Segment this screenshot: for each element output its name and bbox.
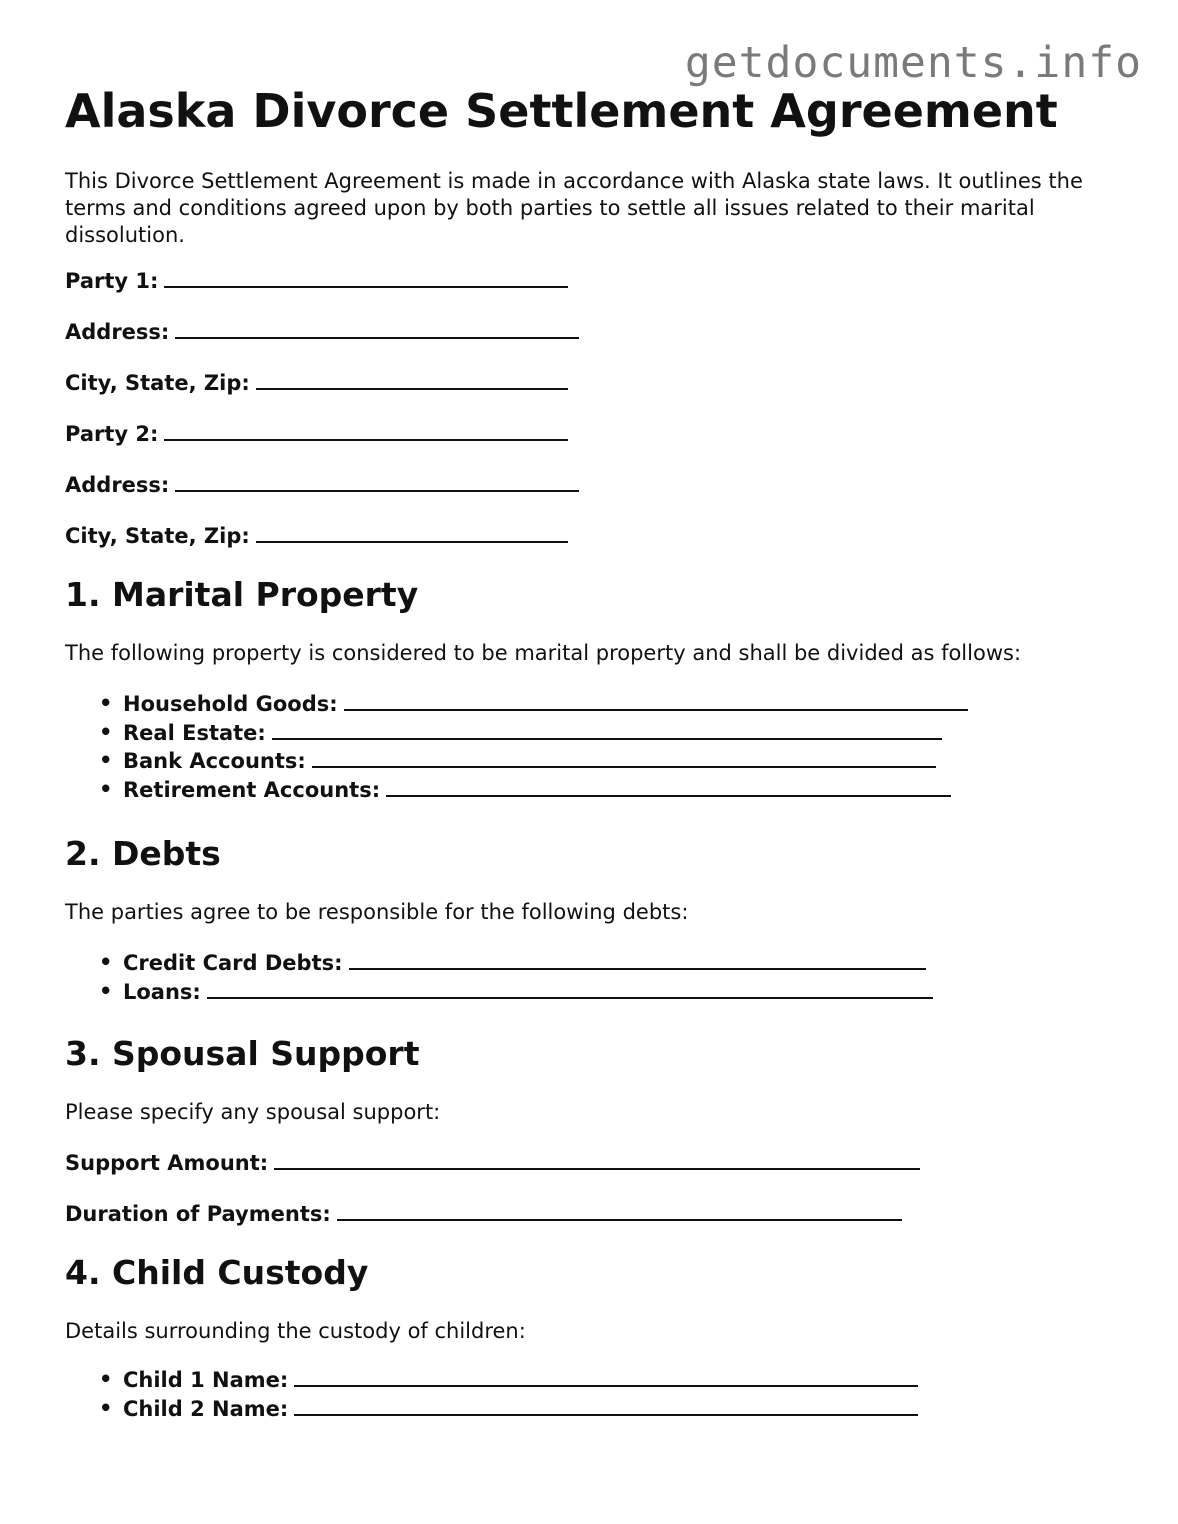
city2-blank[interactable] <box>256 522 568 543</box>
section1-text: The following property is considered to be marital property and shall be divided as follows: <box>65 641 1022 665</box>
child-custody-list <box>65 1366 1125 1423</box>
section2-heading: 2. Debts <box>65 834 221 873</box>
document-page <box>65 84 1125 1423</box>
real-estate-label: Real Estate: <box>123 720 266 745</box>
party1-label: Party 1: <box>65 269 159 293</box>
debts-list <box>65 949 1125 1006</box>
bullet-icon: • <box>99 1367 113 1391</box>
duration-field <box>65 1200 1125 1227</box>
intro-paragraph: This Divorce Settlement Agreement is made in accordance with Alaska state laws. It outlines the terms and conditions agreed upon by both parties to settle all issues related to their marital dissolution. <box>65 169 1083 247</box>
watermark: getdocuments.info <box>684 38 1142 88</box>
city1-label: City, State, Zip: <box>65 371 250 395</box>
party2-field <box>65 420 1125 447</box>
address2-blank[interactable] <box>175 471 579 492</box>
address2-field <box>65 471 1125 498</box>
list-item <box>99 978 1125 1007</box>
section1-heading: 1. Marital Property <box>65 575 419 614</box>
child2-name-blank[interactable] <box>294 1395 918 1416</box>
child1-name-label: Child 1 Name: <box>123 1368 289 1392</box>
household-goods-blank[interactable] <box>344 690 968 711</box>
city2-label: City, State, Zip: <box>65 524 250 548</box>
party1-field <box>65 267 1125 294</box>
child2-name-label: Child 2 Name: <box>123 1396 289 1421</box>
section4-text: Details surrounding the custody of children: <box>65 1319 526 1343</box>
section3-text: Please specify any spousal support: <box>65 1100 441 1124</box>
list-item <box>99 1366 1125 1395</box>
support-amount-blank[interactable] <box>274 1149 920 1170</box>
duration-blank[interactable] <box>337 1200 902 1221</box>
section2-text: The parties agree to be responsible for the following debts: <box>65 900 689 924</box>
child1-name-blank[interactable] <box>294 1366 918 1387</box>
real-estate-blank[interactable] <box>272 719 942 740</box>
bullet-icon: • <box>99 776 113 801</box>
bullet-icon: • <box>99 691 113 715</box>
bank-accounts-label: Bank Accounts: <box>123 749 306 773</box>
household-goods-label: Household Goods: <box>123 692 338 716</box>
marital-property-list <box>65 690 1125 804</box>
list-item <box>99 719 1125 748</box>
duration-label: Duration of Payments: <box>65 1202 331 1226</box>
city1-field <box>65 369 1125 396</box>
party1-blank[interactable] <box>164 267 568 288</box>
list-item <box>99 949 1125 978</box>
support-amount-field <box>65 1149 1125 1176</box>
bullet-icon: • <box>99 719 113 744</box>
bullet-icon: • <box>99 950 113 974</box>
bullet-icon: • <box>99 748 113 772</box>
support-amount-label: Support Amount: <box>65 1151 269 1175</box>
loans-blank[interactable] <box>207 978 933 999</box>
address1-label: Address: <box>65 320 170 344</box>
document-title: Alaska Divorce Settlement Agreement <box>65 84 1058 138</box>
section4-heading: 4. Child Custody <box>65 1253 369 1292</box>
address1-field <box>65 318 1125 345</box>
city1-blank[interactable] <box>256 369 568 390</box>
bank-accounts-blank[interactable] <box>312 747 936 768</box>
retirement-accounts-label: Retirement Accounts: <box>123 777 381 802</box>
retirement-accounts-blank[interactable] <box>386 776 951 797</box>
list-item <box>99 1395 1125 1424</box>
credit-card-debts-blank[interactable] <box>349 949 926 970</box>
city2-field <box>65 522 1125 549</box>
bullet-icon: • <box>99 1395 113 1420</box>
list-item <box>99 690 1125 719</box>
address1-blank[interactable] <box>175 318 579 339</box>
list-item <box>99 776 1125 805</box>
party2-label: Party 2: <box>65 422 159 446</box>
bullet-icon: • <box>99 978 113 1003</box>
party2-blank[interactable] <box>164 420 568 441</box>
loans-label: Loans: <box>123 979 201 1004</box>
credit-card-debts-label: Credit Card Debts: <box>123 951 343 975</box>
address2-label: Address: <box>65 473 170 497</box>
list-item <box>99 747 1125 776</box>
section3-heading: 3. Spousal Support <box>65 1034 420 1073</box>
